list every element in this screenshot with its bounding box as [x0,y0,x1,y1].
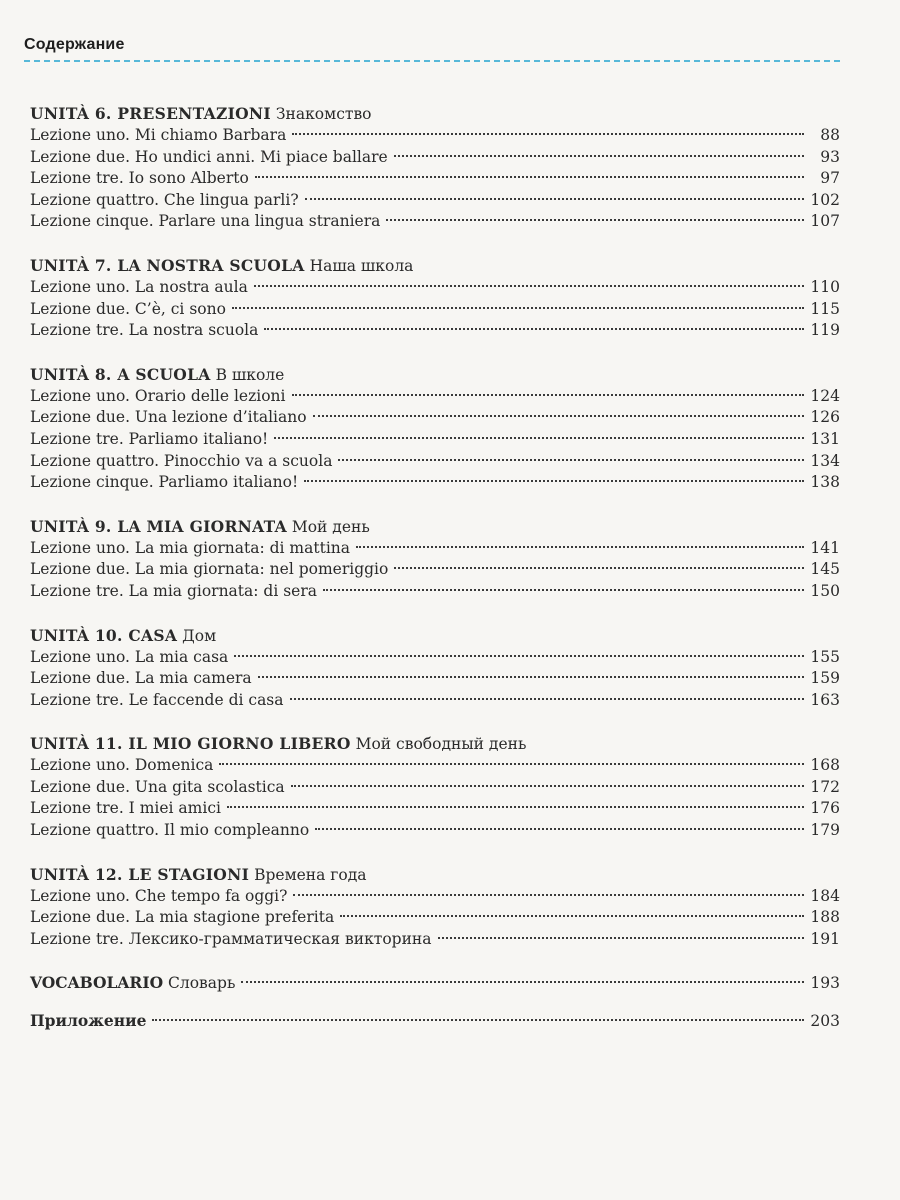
lesson-label: Lezione due. Una gita scolastica [30,777,285,796]
dot-leader [254,285,804,287]
unit-code: UNITÀ 8. A SCUOLA [30,364,211,384]
page-number: 107 [810,212,840,231]
dot-leader [274,437,804,439]
lesson-label: Lezione tre. La nostra scuola [30,321,259,340]
unit-heading[interactable] [30,625,840,647]
toc-entry[interactable] [30,277,840,299]
unit-title-ru: Времена года [254,865,367,884]
unit-section [30,103,840,233]
toc-entry[interactable] [30,668,840,690]
dot-leader [305,198,804,200]
dot-leader [241,981,804,983]
dot-leader [438,937,805,939]
dot-leader [291,785,804,787]
dot-leader [232,307,804,309]
unit-code: UNITÀ 10. CASA [30,625,178,645]
lesson-label: Lezione uno. La mia casa [30,647,229,666]
vocabolario-code: VOCABOLARIO [30,973,164,993]
toc-entry[interactable] [30,211,840,233]
dot-leader [338,459,804,461]
page-number: 93 [820,147,840,166]
unit-section [30,364,840,494]
page-number: 126 [810,408,840,427]
vocabolario-section [30,972,840,994]
dot-leader [356,546,804,548]
dot-leader [258,676,804,678]
unit-heading[interactable] [30,255,840,277]
unit-title-ru: Мой день [291,517,370,536]
unit-heading[interactable] [30,364,840,386]
page-number: 115 [810,299,840,318]
toc-entry[interactable] [30,538,840,560]
toc-entry[interactable] [30,798,840,820]
page-number: 188 [810,908,840,927]
toc-entry[interactable] [30,386,840,408]
lesson-label: Lezione cinque. Parlare una lingua straniera [30,212,381,231]
appendix-section [30,1010,840,1032]
lesson-label: Lezione due. C’è, ci sono [30,299,226,318]
toc-entry[interactable] [30,299,840,321]
dot-leader [304,480,804,482]
toc-entry[interactable] [30,320,840,342]
unit-heading[interactable] [30,516,840,538]
toc-entry[interactable] [30,777,840,799]
page-number: 102 [810,190,840,209]
lesson-label: Lezione due. La mia giornata: nel pomeriggio [30,560,389,579]
dot-leader [290,698,804,700]
header-divider [24,60,840,62]
dot-leader [152,1019,804,1021]
unit-title-ru: В школе [215,365,285,384]
vocabolario-ru: Словарь [168,974,236,993]
dot-leader [340,915,804,917]
table-of-contents [30,103,840,1048]
page-number: 155 [810,647,840,666]
toc-entry[interactable] [30,690,840,712]
page-number: 88 [820,126,840,144]
page-number: 145 [810,560,840,579]
page-number: 191 [810,929,840,948]
toc-entry[interactable] [30,407,840,429]
page-number: 168 [810,756,840,775]
toc-entry[interactable] [30,559,840,581]
dot-leader [292,394,804,396]
lesson-label: Lezione tre. La mia giornata: di sera [30,581,317,600]
unit-section [30,516,840,603]
toc-entry[interactable] [30,472,840,494]
unit-heading[interactable] [30,864,840,886]
toc-entry[interactable] [30,429,840,451]
page-number: 172 [810,777,840,796]
toc-entry[interactable] [30,147,840,169]
toc-entry-vocabolario[interactable] [30,972,840,994]
lesson-label: Lezione quattro. Il mio compleanno [30,821,310,840]
dot-leader [264,328,804,330]
lesson-label: Lezione quattro. Pinocchio va a scuola [30,451,333,470]
lesson-label: Lezione uno. Domenica [30,756,214,775]
dot-leader [394,155,804,157]
page-number: 141 [810,538,840,557]
unit-title-ru: Наша школа [309,256,414,275]
dot-leader [255,176,804,178]
page-header [24,36,840,62]
lesson-label: Lezione due. Una lezione d’italiano [30,408,307,427]
toc-entry[interactable] [30,647,840,669]
page-number: 134 [810,451,840,470]
page-number: 138 [810,473,840,492]
unit-code: UNITÀ 11. IL MIO GIORNO LIBERO [30,734,351,754]
page-number: 124 [810,386,840,405]
toc-entry[interactable] [30,168,840,190]
lesson-label: Lezione uno. Mi chiamo Barbara [30,126,287,144]
toc-entry[interactable] [30,451,840,473]
unit-code: UNITÀ 7. LA NOSTRA SCUOLA [30,255,305,275]
appendix-label: Приложение [30,1011,147,1031]
dot-leader [386,219,804,221]
page-number: 179 [810,821,840,840]
unit-heading[interactable] [30,103,840,125]
page-number: 110 [810,277,840,296]
vocabolario-label [30,972,235,995]
unit-title-ru: Знакомство [275,105,372,123]
dot-leader [394,567,804,569]
toc-entry[interactable] [30,907,840,929]
lesson-label: Lezione uno. La nostra aula [30,277,248,296]
dot-leader [234,655,804,657]
dot-leader [323,589,804,591]
unit-heading[interactable] [30,733,840,755]
dot-leader [315,828,804,830]
page-number: 131 [810,429,840,448]
page-title: Содержание [24,36,125,53]
lesson-label: Lezione uno. La mia giornata: di mattina [30,538,351,557]
unit-code: UNITÀ 9. LA MIA GIORNATA [30,516,287,536]
page-number: 176 [810,799,840,818]
lesson-label: Lezione tre. Лексико-грамматическая викторина [30,929,432,948]
toc-entry[interactable] [30,125,840,147]
dot-leader [219,763,804,765]
unit-section [30,625,840,712]
dot-leader [292,133,804,135]
page-number: 159 [810,669,840,688]
page-number: 97 [820,169,840,188]
lesson-label: Lezione tre. Le faccende di casa [30,690,284,709]
page-number: 203 [810,1012,840,1031]
lesson-label: Lezione tre. Parliamo italiano! [30,429,269,448]
unit-code: UNITÀ 12. LE STAGIONI [30,864,250,884]
toc-entry-appendix[interactable] [30,1010,840,1032]
toc-entry[interactable] [30,886,840,908]
toc-entry[interactable] [30,755,840,777]
lesson-label: Lezione quattro. Che lingua parli? [30,190,299,209]
unit-title-ru: Дом [182,626,217,645]
page-number: 184 [810,886,840,905]
lesson-label: Lezione tre. Io sono Alberto [30,169,249,188]
lesson-label: Lezione uno. Che tempo fa oggi? [30,886,288,905]
lesson-label: Lezione due. La mia stagione preferita [30,908,335,927]
toc-entry[interactable] [30,190,840,212]
lesson-label: Lezione due. Ho undici anni. Mi piace ballare [30,147,388,166]
lesson-label: Lezione due. La mia camera [30,669,252,688]
lesson-label: Lezione cinque. Parliamo italiano! [30,473,299,492]
dot-leader [227,806,804,808]
dot-leader [293,894,804,896]
toc-entry[interactable] [30,929,840,951]
unit-section [30,733,840,841]
page-number: 193 [810,974,840,993]
unit-section [30,255,840,342]
unit-title-ru: Мой свободный день [355,735,527,754]
page-number: 150 [810,581,840,600]
unit-section [30,864,840,951]
lesson-label: Lezione uno. Orario delle lezioni [30,386,286,405]
toc-entry[interactable] [30,820,840,842]
page-number: 163 [810,690,840,709]
dot-leader [313,415,804,417]
toc-entry[interactable] [30,581,840,603]
lesson-label: Lezione tre. I miei amici [30,799,221,818]
unit-code: UNITÀ 6. PRESENTAZIONI [30,104,271,123]
page-number: 119 [810,321,840,340]
